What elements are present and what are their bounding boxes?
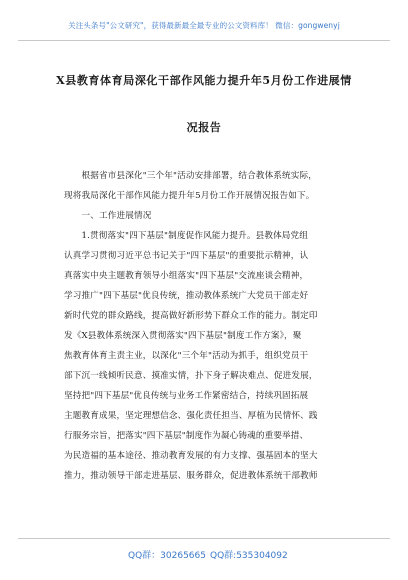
body-line: 真落实中央主题教育领导小组落实"四下基层"交流座谈会精神， xyxy=(64,271,309,281)
document-body xyxy=(64,166,354,486)
body-line: 1.贯彻落实"四下基层"制度促作风能力提升。县教体局党组 xyxy=(64,231,309,241)
body-line: 焦教育体育主责主业，以深化"三个年"活动为抓手，组织党员干 xyxy=(64,351,309,361)
body-line: 新时代党的群众路线，提高做好新形势下群众工作的能力。制定印 xyxy=(64,311,318,321)
body-line: 学习推广"四下基层"优良传统，推动教体系统广大党员干部走好 xyxy=(64,291,309,301)
body-line: 主题教育成果，坚定理想信念、强化责任担当、厚植为民情怀、践 xyxy=(64,411,318,421)
document-title-line-1: X县教育体育局深化干部作风能力提升年5月份工作进展情 xyxy=(56,74,352,87)
body-line: 根据省市县深化"三个年"活动安排部署，结合教体系统实际， xyxy=(64,171,318,181)
document-title-line-2: 况报告 xyxy=(186,121,222,134)
body-line: 推力，推动领导干部走进基层、服务群众，促进教体系统干部教师 xyxy=(64,471,318,481)
body-line: 发《X县教体系统深入贯彻落实"四下基层"制度工作方案》，聚 xyxy=(64,331,302,341)
header-divider xyxy=(18,40,390,41)
body-line: 部下沉一线倾听民意、摸准实情，扑下身子解决难点、促进发展， xyxy=(64,371,318,381)
footer-qq-group-1: QQ群：30265665 xyxy=(128,551,206,561)
body-line: 现将我局深化干部作风能力提升年5月份工作开展情况报告如下。 xyxy=(64,191,315,201)
body-line: 为民造福的基本途径、推动教育发展的有力支撑、强基固本的坚大 xyxy=(64,451,318,461)
body-line: 行服务宗旨，把落实"四下基层"制度作为凝心铸魂的重要举措、 xyxy=(64,431,309,441)
footer-qq-group-2: QQ群:535304092 xyxy=(210,551,288,561)
body-line: 一、工作进展情况 xyxy=(64,211,152,221)
header-promo-banner: 关注头条号"公文研究"，获得最新最全最专业的公文资料库！ 微信：gongwenyj xyxy=(68,21,340,30)
body-line: 认真学习贯彻习近平总书记关于"四下基层"的重要批示精神，认 xyxy=(64,251,309,261)
body-line: 坚持把"四下基层"优良传统与业务工作紧密结合，持续巩固拓展 xyxy=(64,391,309,401)
footer-divider xyxy=(18,538,390,539)
